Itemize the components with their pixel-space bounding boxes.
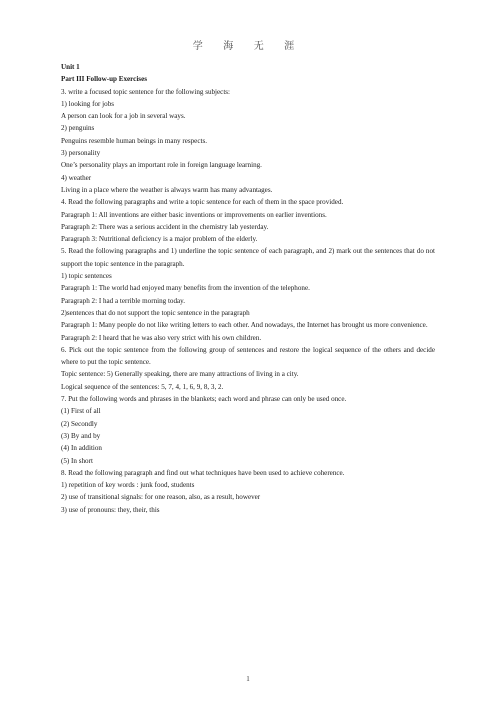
text-line: (4) In addition (61, 444, 102, 453)
text-line: One’s personality plays an important role in foreign language learning. (61, 161, 262, 170)
text-line: 2) penguins (61, 124, 95, 133)
text-line: 1) repetition of key words : junk food, students (61, 481, 195, 490)
section-heading: Part III Follow-up Exercises (61, 75, 147, 84)
page-header: 学 海 无 涯 (192, 41, 304, 52)
text-line: Logical sequence of the sentences: 5, 7, 4, 1, 6, 9, 8, 3, 2. (61, 382, 224, 391)
text-line: 5. Read the following paragraphs and 1) underline the topic sentence of each paragraph, and 2) mark out the sentences that do not support the topic sentence in the paragraph. (61, 247, 435, 268)
text-line: Topic sentence: 5) Generally speaking, there are many attractions of living in a city. (61, 370, 299, 379)
text-line: 4. Read the following paragraphs and write a topic sentence for each of them in the space provided. (61, 198, 344, 207)
page-number: 1 (246, 675, 250, 683)
text-line: 8. Read the following paragraph and find out what techniques have been used to achieve coherence. (61, 468, 345, 477)
text-line: Paragraph 2: I heard that he was also very strict with his own children. (61, 333, 262, 342)
text-line: (1) First of all (61, 407, 101, 416)
text-line: 3. write a focused topic sentence for the following subjects: (61, 87, 231, 96)
text-line: Paragraph 2: There was a serious accident in the chemistry lab yesterday. (61, 222, 269, 231)
unit-heading: Unit 1 (61, 63, 80, 71)
text-line: Paragraph 3: Nutritional deficiency is a major problem of the elderly. (61, 235, 258, 244)
text-line: (2) Secondly (61, 419, 98, 428)
text-line: Paragraph 2: I had a terrible morning today. (61, 296, 186, 305)
text-line: 7. Put the following words and phrases in the blankets; each word and phrase can only be used once. (61, 395, 347, 404)
text-line: A person can look for a job in several ways. (61, 112, 186, 121)
text-line: Penguins resemble human beings in many respects. (61, 136, 207, 145)
text-line: Living in a place where the weather is always warm has many advantages. (61, 185, 273, 194)
text-line: 3) use of pronouns: they, their, this (61, 505, 160, 514)
text-line: 1) topic sentences (61, 272, 112, 281)
text-line: Paragraph 1: All inventions are either basic inventions or improvements on earlier inventions. (61, 210, 327, 219)
text-line: (5) In short (61, 456, 93, 465)
text-line: 2) use of transitional signals: for one reason, also, as a result, however (61, 493, 261, 502)
document-body (61, 61, 435, 516)
exercise-lines (61, 86, 435, 516)
text-line: 1) looking for jobs (61, 99, 115, 108)
text-line: Paragraph 1: Many people do not like writing letters to each other. And nowadays, the Internet has brought us more convenience. (61, 321, 428, 330)
text-line: 3) personality (61, 149, 101, 158)
text-line: 2)sentences that do not support the topic sentence in the paragraph (61, 308, 250, 317)
text-line: Paragraph 1: The world had enjoyed many benefits from the invention of the telephone. (61, 284, 310, 293)
text-line: 4) weather (61, 173, 92, 182)
text-line: (3) By and by (61, 431, 101, 440)
text-line: 6. Pick out the topic sentence from the following group of sentences and restore the logical sequence of the others and decide where to put the topic sentence. (61, 345, 435, 367)
